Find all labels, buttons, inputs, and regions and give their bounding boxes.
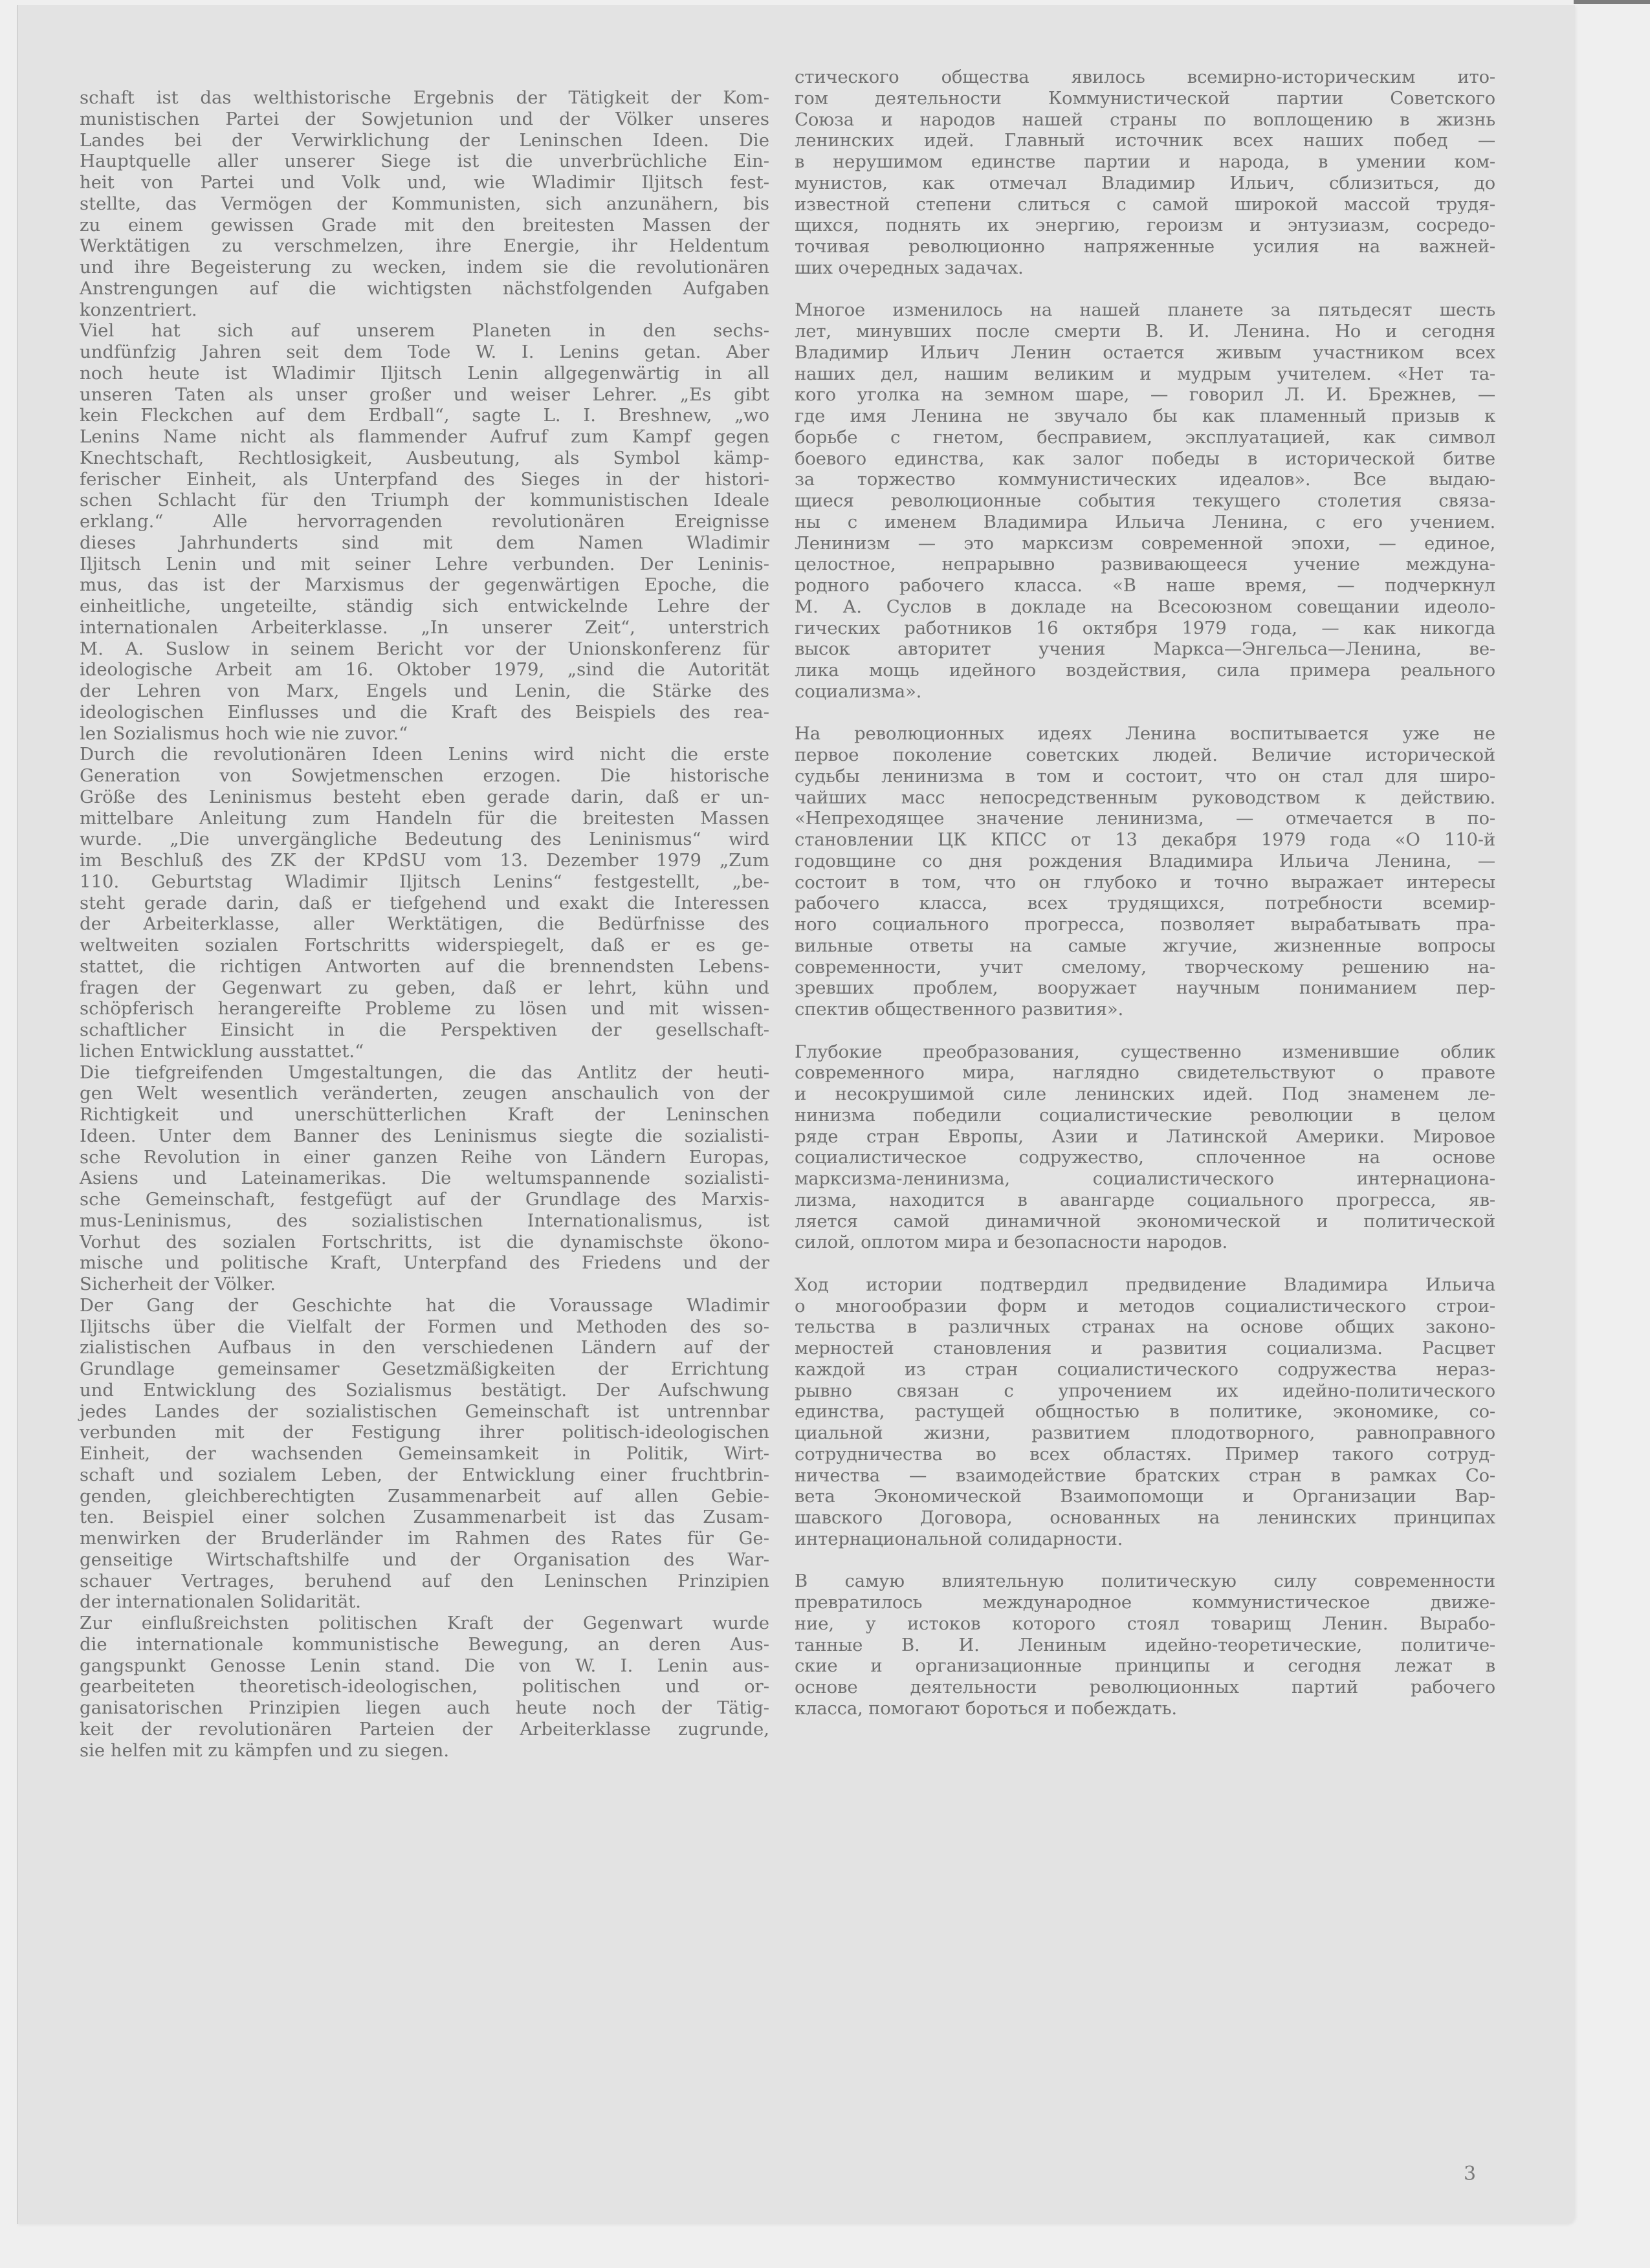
text-line: ние, у истоков которого стоял товарищ Ленин. Вырабо- [795,1613,1495,1634]
text-line: stellte, das Vermögen der Kommunisten, sich anzunähern, bis [80,193,769,214]
text-line: M. A. Suslow in seinem Bericht vor der Unionskonferenz für [80,638,769,659]
text-line: Ideen. Unter dem Banner des Leninismus siegte die sozialisti- [80,1125,769,1146]
text-line: М. А. Суслов в докладе на Всесоюзном совещании идеоло- [795,596,1495,617]
text-line: за торжество коммунистических идеалов». Все выдаю- [795,469,1495,490]
text-line: keit der revolutionären Parteien der Arbeiterklasse zugrunde, [80,1718,769,1739]
german-text-column [80,87,769,1761]
text-line: menwirken der Bruderländer im Rahmen des Rates für Ge- [80,1528,769,1549]
paragraph [795,1571,1495,1719]
text-line: schöpferisch herangereifte Probleme zu lösen und mit wissen- [80,998,769,1020]
text-line: munistischen Partei der Sowjetunion und der Völker unseres [80,108,769,129]
text-line: weltweiten sozialen Fortschritts widerspiegelt, daß er es ge- [80,935,769,955]
text-line: зревших проблем, вооружает научным пониманием пер- [795,977,1495,999]
text-line: точивая революционно напряженные усилия на важней- [795,236,1495,257]
text-line: лика мощь идейного воздействия, сила примера реального [795,660,1495,681]
paragraph [795,723,1495,1020]
text-line: социализма». [795,681,922,702]
text-line: sche Revolution in einer ganzen Reihe von Ländern Europas, [80,1146,769,1168]
text-line: dieses Jahrhunderts sind mit dem Namen Wladimir [80,532,769,553]
text-line: undfünfzig Jahren seit dem Tode W. I. Lenins getan. Aber [80,342,769,362]
paragraph [80,87,769,320]
text-line: schaftlicher Einsicht in die Perspektiven der gesellschaft- [80,1020,769,1040]
text-line: о многообразии форм и методов социалистического строи- [795,1295,1495,1316]
text-line: рабочего класса, всех трудящихся, потребности всемир- [795,893,1495,914]
text-line: sie helfen mit zu kämpfen und zu siegen. [80,1739,450,1761]
paragraph [795,1041,1495,1254]
text-line: мунистов, как отмечал Владимир Ильич, сблизиться, до [795,172,1495,193]
text-line: родного рабочего класса. «В наше время, — подчеркнул [795,575,1495,596]
text-line: wurde. „Die unvergängliche Bedeutung des Leninismus“ wird [80,829,769,850]
text-line: Iljitsch Lenin und mit seiner Lehre verbunden. Der Leninis- [80,553,769,574]
text-line: konzentriert. [80,299,197,320]
text-line: спектив общественного развития». [795,999,1124,1020]
text-line: der internationalen Solidarität. [80,1591,362,1613]
text-line: ten. Beispiel einer solchen Zusammenarbeit ist das Zusam- [80,1507,769,1528]
text-line: Generation von Sowjetmenschen erzogen. Die historische [80,765,769,786]
text-line: кого уголка на земном шаре, — говорил Л. И. Брежнев, — [795,384,1495,406]
text-line: Landes bei der Verwirklichung der Leninschen Ideen. Die [80,129,769,151]
text-line: Lenins Name nicht als flammender Aufruf zum Kampf gegen [80,426,769,447]
text-line: гических работников 16 октября 1979 года, — как никогда [795,617,1495,638]
text-line: наших дел, нашим великим и мудрым учителем. «Нет та- [795,363,1495,384]
text-line: schen Schlacht für den Triumph der kommunistischen Ideale [80,490,769,511]
text-line: современности, учит смелому, творческому решению на- [795,956,1495,977]
text-line: где имя Ленина не звучало бы как пламенный призыв к [795,406,1495,426]
text-line: тельства в различных странах на основе общих законо- [795,1316,1495,1338]
text-line: Ход истории подтвердил предвидение Владимира Ильича [795,1274,1495,1295]
text-line: ideologischen Einflusses und die Kraft des Beispiels des rea- [80,701,769,723]
text-line: zialistischen Aufbaus in den verschiedenen Ländern auf der [80,1337,769,1358]
text-line: Grundlage gemeinsamer Gesetzmäßigkeiten der Errichtung [80,1358,769,1379]
text-line: интернациональной солидарности. [795,1528,1123,1549]
text-line: высок авторитет учения Маркса—Энгельса—Ленина, ве- [795,638,1495,660]
paragraph [795,67,1495,279]
text-line: ничества — взаимодействие братских стран в рамках Со- [795,1465,1495,1486]
text-line: состоит в том, что он глубоко и точно выражает интересы [795,871,1495,893]
text-line: сотрудничества во всех областях. Пример такого сотруд- [795,1443,1495,1465]
page-number: 3 [1464,2163,1477,2185]
text-line: Knechtschaft, Rechtlosigkeit, Ausbeutung, als Symbol kämp- [80,447,769,468]
text-line: Anstrengungen auf die wichtigsten nächstfolgenden Aufgaben [80,278,769,299]
text-line: Zur einflußreichsten politischen Kraft der Gegenwart wurde [80,1613,769,1633]
russian-text-column [795,67,1495,1740]
text-line: Größe des Leninismus besteht eben gerade darin, daß er un- [80,786,769,807]
text-line: Hauptquelle aller unserer Siege ist die unverbrüchliche Ein- [80,151,769,172]
text-line: щихся, поднять их энергию, героизм и энтузиазм, сосредо- [795,215,1495,236]
text-line: im Beschluß des ZK der KPdSU vom 13. Dezember 1979 „Zum [80,850,769,871]
text-line: гом деятельности Коммунистической партии Советского [795,87,1495,109]
paragraph [795,300,1495,702]
text-line: социалистическое содружество, сплоченное на основе [795,1147,1495,1168]
text-line: Vorhut des sozialen Fortschritts, ist die dynamischste ökono- [80,1231,769,1252]
text-line: в нерушимом единстве партии и народа, в умении ком- [795,151,1495,172]
text-line: ские и организационные принципы и сегодня лежат в [795,1655,1495,1677]
text-line: превратилось международное коммунистическое движе- [795,1592,1495,1613]
text-line: und ihre Begeisterung zu wecken, indem sie die revolutionären [80,257,769,278]
text-line: mittelbare Anleitung zum Handeln für die breitesten Massen [80,807,769,829]
text-line: internationalen Arbeiterklasse. „In unserer Zeit“, unterstrich [80,616,769,638]
text-line: стического общества явилось всемирно-историческим ито- [795,67,1495,87]
text-line: марксизма-ленинизма, социалистического интернациона- [795,1168,1495,1189]
text-line: щиеся революционные события текущего столетия связа- [795,490,1495,511]
text-line: 110. Geburtstag Wladimir Iljitsch Lenins“ festgestellt, „be- [80,871,769,892]
text-line: вильные ответы на самые жгучие, жизненные вопросы [795,935,1495,956]
text-line: erklang.“ Alle hervorragenden revolutionären Ereignisse [80,511,769,532]
text-line: gangspunkt Genosse Lenin stand. Die von W. I. Lenin aus- [80,1655,769,1676]
text-line: судьбы ленинизма в том и состоит, что он стал для широ- [795,765,1495,787]
text-line: Werktätigen zu verschmelzen, ihre Energie, ihr Heldentum [80,235,769,257]
text-line: mus, das ist der Marxismus der gegenwärtigen Epoche, die [80,574,769,596]
text-line: танные В. И. Лениным идейно-теоретические, политиче- [795,1634,1495,1655]
text-line: der Arbeiterklasse, aller Werktätigen, die Bedürfnisse des [80,913,769,935]
text-line: годовщине со дня рождения Владимира Ильича Ленина, — [795,850,1495,871]
text-line: силой, оплотом мира и безопасности народов. [795,1232,1227,1253]
text-line: sche Gemeinschaft, festgefügt auf der Grundlage des Marxis- [80,1189,769,1210]
text-line: jedes Landes der sozialistischen Gemeinschaft ist untrennbar [80,1401,769,1422]
text-line: Ленинизм — это марксизм современной эпохи, — единое, [795,532,1495,554]
text-line: В самую влиятельную политическую силу современности [795,1571,1495,1592]
text-line: lichen Entwicklung ausstattet.“ [80,1040,364,1062]
text-line: die internationale kommunistische Bewegung, an deren Aus- [80,1633,769,1655]
text-line: класса, помогают бороться и побеждать. [795,1697,1177,1719]
text-line: единства, растущей общностью в политике, экономике, со- [795,1401,1495,1423]
text-line: len Sozialismus hoch wie nie zuvor.“ [80,723,408,744]
text-line: известной степени слиться с самой широкой массой трудя- [795,193,1495,215]
text-line: ного социального прогресса, позволяет вырабатывать пра- [795,914,1495,935]
text-line: Richtigkeit und unerschütterlichen Kraft der Leninschen [80,1104,769,1125]
paragraph [80,320,769,744]
text-line: ряде стран Европы, Азии и Латинской Америки. Мировое [795,1126,1495,1147]
text-line: Durch die revolutionären Ideen Lenins wird nicht die erste [80,744,769,765]
text-line: verbunden mit der Festigung ihrer politisch-ideologischen [80,1422,769,1443]
text-line: первое поколение советских людей. Величие исторической [795,745,1495,765]
text-line: и несокрушимой силе ленинских идей. Под знаменем ле- [795,1084,1495,1104]
text-line: ленинских идей. Главный источник всех наших побед — [795,130,1495,151]
text-line: Iljitschs über die Vielfalt der Formen und Methoden des so- [80,1316,769,1337]
text-line: Einheit, der wachsenden Gemeinsamkeit in Politik, Wirt- [80,1443,769,1464]
text-line: ferischer Einheit, als Unterpfand des Sieges in der histori- [80,468,769,490]
text-line: kein Fleckchen auf dem Erdball“, sagte L. I. Breshnew, „wo [80,405,769,426]
text-line: лет, минувших после смерти В. И. Ленина. Но и сегодня [795,321,1495,342]
text-line: Владимир Ильич Ленин остается живым участником всех [795,342,1495,363]
text-line: heit von Partei und Volk und, wie Wladimir Iljitsch fest- [80,172,769,193]
text-line: Der Gang der Geschichte hat die Voraussage Wladimir [80,1294,769,1316]
text-line: steht gerade darin, daß er tiefgehend und exakt die Interessen [80,892,769,913]
text-line: schaft ist das welthistorische Ergebnis der Tätigkeit der Kom- [80,87,769,108]
text-line: mus-Leninismus, des sozialistischen Internationalismus, ist [80,1210,769,1231]
scan-edge-strip [1574,0,1650,4]
text-line: einheitliche, ungeteilte, ständig sich entwickelnde Lehre der [80,596,769,616]
text-line: der Lehren von Marx, Engels und Lenin, die Stärke des [80,681,769,701]
text-line: stattet, die richtigen Antworten auf die brennendsten Lebens- [80,955,769,977]
text-line: genseitige Wirtschaftshilfe und der Organisation des War- [80,1549,769,1570]
text-line: ляется самой динамичной экономической и политической [795,1210,1495,1232]
text-line: циальной жизни, развитием плодотворного, равноправного [795,1423,1495,1443]
paragraph [80,744,769,1062]
text-line: schauer Vertrages, beruhend auf den Leninschen Prinzipien [80,1570,769,1591]
text-line: Viel hat sich auf unserem Planeten in den sechs- [80,320,769,342]
text-line: ших очередных задачах. [795,257,1024,278]
text-line: ganisatorischen Prinzipien liegen auch heute noch der Tätig- [80,1697,769,1718]
text-line: мерностей становления и развития социализма. Расцвет [795,1338,1495,1358]
text-line: вета Экономической Взаимопомощи и Организации Вар- [795,1486,1495,1507]
text-line: Многое изменилось на нашей планете за пятьдесят шесть [795,300,1495,321]
text-line: genden, gleichberechtigten Zusammenarbeit auf allen Gebie- [80,1485,769,1507]
text-line: ideologische Arbeit am 16. Oktober 1979, „sind die Autorität [80,659,769,681]
text-line: чайших масс непосредственным руководством к действию. [795,787,1495,808]
text-line: zu einem gewissen Grade mit den breitesten Massen der [80,214,769,235]
text-line: На революционных идеях Ленина воспитывается уже не [795,723,1495,745]
text-line: лизма, находится в авангарде социального прогресса, яв- [795,1189,1495,1210]
text-line: schaft und sozialem Leben, der Entwicklung einer fruchtbrin- [80,1464,769,1485]
text-line: борьбе с гнетом, бесправием, эксплуатацией, как символ [795,426,1495,448]
text-line: нинизма победили социалистические революции в целом [795,1104,1495,1126]
text-line: рывно связан с упрочением их идейно-политического [795,1380,1495,1401]
paragraph [80,1062,769,1295]
paragraph [80,1613,769,1761]
text-line: «Непреходящее значение ленинизма, — отмечается в по- [795,808,1495,829]
text-line: unseren Taten als unser großer und weiser Lehrer. „Es gibt [80,384,769,405]
text-line: целостное, непрарывно развивающееся учение междуна- [795,554,1495,575]
text-line: und Entwicklung des Sozialismus bestätigt. Der Aufschwung [80,1379,769,1401]
text-line: шавского Договора, основанных на ленинских принципах [795,1507,1495,1528]
text-line: боевого единства, как залог победы в исторической битве [795,448,1495,469]
text-line: Sicherheit der Völker. [80,1274,276,1294]
text-line: Asiens und Lateinamerikas. Die weltumspannende sozialisti- [80,1168,769,1189]
text-line: gearbeiteten theoretisch-ideologischen, politischen und or- [80,1676,769,1697]
paragraph [795,1274,1495,1550]
text-line: Глубокие преобразования, существенно изменившие облик [795,1041,1495,1062]
text-line: каждой из стран социалистического содружества нераз- [795,1358,1495,1380]
text-line: основе деятельности революционных партий рабочего [795,1677,1495,1697]
text-line: noch heute ist Wladimir Iljitsch Lenin allgegenwärtig in all [80,362,769,384]
text-line: становлении ЦК КПСС от 13 декабря 1979 года «О 110-й [795,829,1495,850]
text-line: Союза и народов нашей страны по воплощению в жизнь [795,109,1495,130]
text-line: Die tiefgreifenden Umgestaltungen, die das Antlitz der heuti- [80,1062,769,1083]
text-line: gen Welt wesentlich veränderten, zeugen anschaulich von der [80,1083,769,1104]
text-line: современного мира, наглядно свидетельствуют о правоте [795,1062,1495,1084]
text-line: mische und politische Kraft, Unterpfand des Friedens und der [80,1252,769,1274]
text-line: fragen der Gegenwart zu geben, daß er lehrt, kühn und [80,977,769,998]
paragraph [80,1295,769,1613]
text-line: ны с именем Владимира Ильича Ленина, с его учением. [795,511,1495,532]
